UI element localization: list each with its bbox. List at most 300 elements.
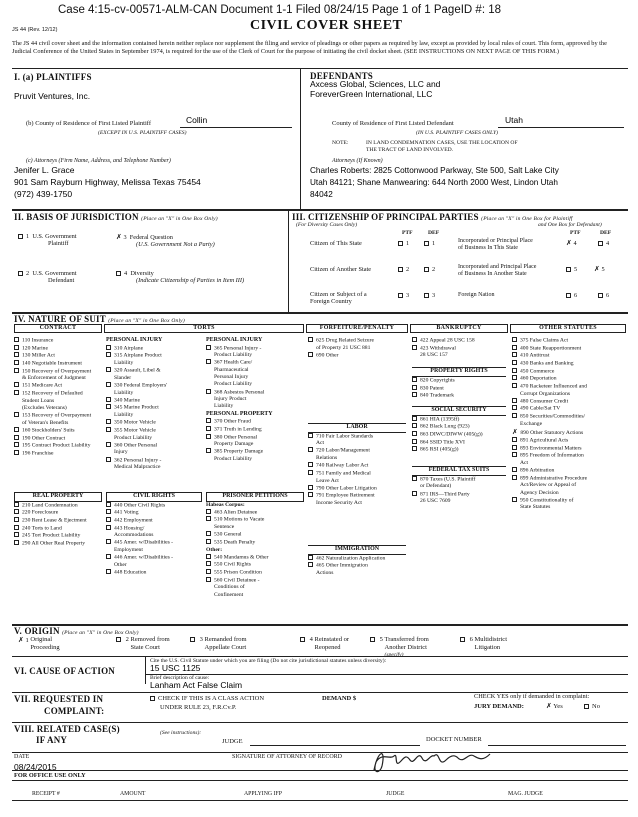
origin-num: 4: [308, 636, 315, 643]
suit-option-label: 370 Other Fraud: [214, 418, 251, 425]
jurisdiction-option-2[interactable]: 2 U.S. Government Defendant: [18, 270, 77, 284]
checkbox-icon: [206, 531, 211, 536]
suit-option[interactable]: [512, 467, 587, 475]
checkbox-icon: [14, 382, 19, 387]
checkbox-icon: [412, 385, 417, 390]
checkbox-icon: [14, 360, 19, 365]
suit-option[interactable]: [106, 367, 167, 375]
checkbox-icon: [106, 525, 111, 530]
suit-option-label: 355 Motor Vehicle: [114, 427, 156, 434]
suit-option[interactable]: [412, 392, 506, 400]
x-mark-icon: ✗: [512, 427, 521, 436]
suit-option-label: Personal Injury: [214, 374, 249, 381]
suit-option[interactable]: [106, 345, 167, 353]
origin-option-1[interactable]: [18, 636, 60, 652]
origin-num: 2: [124, 636, 131, 643]
checkbox-icon: [14, 540, 19, 545]
divider: [300, 68, 301, 209]
checkbox-icon: [206, 561, 211, 566]
x-mark-icon: ✗: [594, 265, 600, 273]
attorney-signature: [368, 744, 498, 776]
suit-option-label: 450 Commerce: [520, 368, 555, 375]
suit-option[interactable]: [206, 516, 304, 524]
statute-value: 15 USC 1125: [150, 663, 201, 673]
suit-option: [206, 502, 304, 509]
suit-option-label: Liability: [114, 412, 134, 419]
suit-option-label: 560 Civil Detainee -: [214, 577, 260, 584]
origin-option-3[interactable]: [190, 636, 247, 652]
checkbox-icon: [512, 368, 517, 373]
checkbox-icon: [106, 419, 111, 424]
suit-option-label: Corrupt Organizations: [520, 390, 571, 397]
suit-option[interactable]: [206, 509, 304, 517]
judge-label: JUDGE: [222, 738, 243, 745]
suit-option-continuation: [206, 441, 273, 448]
suit-option[interactable]: [14, 517, 102, 525]
suit-option[interactable]: [512, 375, 587, 383]
suit-option[interactable]: [106, 352, 167, 360]
divider: [488, 745, 626, 746]
note-text: IN LAND CONDEMNATION CASES, USE THE LOCATION OF: [366, 140, 518, 146]
ptf-checkbox[interactable]: 6: [566, 292, 577, 299]
checkbox-icon: [206, 569, 211, 574]
def-attorney-line: Charles Roberts: 2825 Cottonwood Parkway, Ste 500, Salt Lake City: [310, 166, 559, 175]
suit-option[interactable]: [106, 442, 167, 450]
checkbox-icon: [512, 375, 517, 380]
suit-option[interactable]: [206, 418, 273, 426]
suit-option-continuation: [512, 391, 587, 398]
checkbox-icon: [512, 497, 517, 502]
checkbox-icon: [14, 502, 19, 507]
suit-option-label: 540 Mandamus & Other: [214, 554, 269, 561]
torts-personal-injury-2: PERSONAL INJURY 365 Personal Injury - Product Liability 367 Health Care/ Pharmaceutical Personal Injury Product Liability 368 Asbestos Personal Injury Product Liability PERSONAL PROPERTY 370 Other Fraud 371 Truth in Lending 380 Other Personal Property Damage 385 Property Damage Product Liability: [206, 337, 273, 463]
suit-option-label: 362 Personal Injury -: [114, 457, 162, 464]
suit-option[interactable]: [14, 345, 91, 353]
suit-option[interactable]: [106, 419, 167, 427]
checkbox-icon: [308, 352, 313, 357]
suit-option-label: State Statutes: [520, 504, 551, 511]
suit-option[interactable]: [14, 442, 91, 450]
suit-option-continuation: [206, 352, 273, 359]
suit-option[interactable]: [308, 433, 406, 441]
origin-num: 1: [23, 637, 31, 644]
origin-label-line: Remanded from: [204, 636, 247, 643]
origin-option-5[interactable]: [370, 636, 429, 658]
suit-option-label: 130 Miller Act: [22, 352, 55, 359]
suit-option[interactable]: [14, 360, 91, 368]
checkbox-icon: [14, 345, 19, 350]
suit-option-continuation: [106, 412, 167, 419]
def-checkbox[interactable]: ✗ 5: [594, 265, 605, 273]
suit-option-label: Liability: [114, 389, 134, 396]
suit-option[interactable]: [308, 555, 406, 563]
origin-label: [30, 636, 59, 652]
origin-label: [475, 636, 508, 652]
suit-option[interactable]: [308, 562, 406, 570]
form-id: JS 44 (Rev. 12/12): [12, 27, 58, 33]
suit-option-label: 510 Motions to Vacate: [214, 516, 265, 523]
suit-option[interactable]: [206, 389, 273, 397]
checkbox-icon: [106, 382, 111, 387]
suit-option-label: 320 Assault, Libel &: [114, 367, 161, 374]
suit-option-label: 385 Property Damage: [214, 448, 264, 455]
citizenship-row-right: Incorporated or Principal Place of Business In This State: [458, 238, 533, 251]
suit-option-label: 896 Arbitration: [520, 467, 555, 474]
suit-option[interactable]: [106, 502, 202, 510]
jury-no-checkbox[interactable]: No: [584, 703, 600, 710]
checkbox-icon: [308, 470, 313, 475]
ptf-checkbox[interactable]: 2: [398, 266, 409, 273]
suit-option[interactable]: [106, 397, 167, 405]
checkbox-icon: [106, 502, 111, 507]
suit-option-label: 442 Employment: [114, 517, 153, 524]
suit-option[interactable]: [206, 569, 304, 577]
checkbox-icon: [116, 637, 121, 642]
checkbox-icon: [206, 509, 211, 514]
suit-option-label: 151 Medicare Act: [22, 382, 63, 389]
suit-option-label: 710 Fair Labor Standards: [316, 433, 374, 440]
citizenship-row-label: Citizen of Another State: [310, 266, 372, 273]
suit-option[interactable]: [412, 439, 506, 447]
suit-option-label: 140 Negotiable Instrument: [22, 360, 82, 367]
ptf-checkbox[interactable]: 5: [566, 266, 577, 273]
suit-option-label: 195 Contract Product Liability: [22, 442, 91, 449]
suit-option[interactable]: [14, 412, 91, 420]
origin-title: V. ORIGIN (Place an "X" in One Box Only): [14, 626, 139, 636]
suit-option[interactable]: [512, 497, 587, 505]
suit-option-continuation: [206, 381, 273, 388]
suit-option[interactable]: [412, 337, 506, 345]
signature-drawing: [368, 744, 498, 776]
suit-option[interactable]: [412, 345, 506, 353]
suit-option[interactable]: [14, 390, 91, 398]
suit-option-label: Conditions of: [214, 584, 245, 591]
suit-option[interactable]: [106, 404, 167, 412]
suit-option-label: 690 Other: [316, 352, 339, 359]
origin-label: [205, 636, 247, 652]
def-header: DEF: [428, 230, 440, 236]
suit-option-label: Injury: [114, 449, 128, 456]
jurisdiction-title: II. BASIS OF JURISDICTION (Place an "X" in One Box Only): [14, 212, 218, 222]
suit-option[interactable]: [106, 509, 202, 517]
suit-option[interactable]: [512, 452, 587, 460]
checkbox-icon: [512, 337, 517, 342]
instructions-note: (See instructions):: [160, 730, 202, 736]
related-cases-title: VIII. RELATED CASE(S): [14, 724, 120, 734]
suit-option[interactable]: [412, 491, 506, 499]
suit-option-continuation: [106, 435, 167, 442]
suit-option-label: 864 SSID Title XVI: [420, 439, 465, 446]
suit-option[interactable]: [106, 427, 167, 435]
suit-option[interactable]: [512, 437, 587, 445]
checkbox-icon: [512, 352, 517, 357]
suit-option[interactable]: [14, 435, 91, 443]
suit-option-label: 360 Other Personal: [114, 442, 158, 449]
suit-option[interactable]: [206, 345, 273, 353]
checkbox-icon: [106, 569, 111, 574]
suit-option[interactable]: [106, 569, 202, 577]
origin-label-line: Reopened: [314, 643, 341, 651]
suit-option-label: Liability: [114, 359, 134, 366]
suit-option-continuation: [106, 390, 167, 397]
checkbox-icon: [106, 397, 111, 402]
suit-option-continuation: [512, 421, 587, 428]
suit-option-continuation: [512, 460, 587, 467]
suit-option-label: 422 Appeal 28 USC 158: [420, 337, 475, 344]
suit-option[interactable]: [206, 434, 273, 442]
checkbox-icon: [370, 637, 375, 642]
def-checkbox[interactable]: 3: [424, 292, 435, 299]
checkbox-icon: [308, 447, 313, 452]
suit-option-continuation: [206, 396, 273, 403]
suit-option-label: 862 Black Lung (923): [420, 423, 470, 430]
suit-option[interactable]: [206, 531, 304, 539]
checkbox-icon: [412, 345, 417, 350]
origin-label-line: Litigation: [474, 643, 501, 651]
suit-option[interactable]: [14, 509, 102, 517]
suit-option[interactable]: [512, 405, 587, 413]
suit-option-label: 153 Recovery of Overpayment: [22, 412, 92, 419]
suit-option[interactable]: [206, 426, 273, 434]
suit-option-continuation: [308, 570, 406, 577]
suit-option[interactable]: [512, 337, 587, 345]
origin-label-line: Reinstated or: [314, 636, 349, 643]
suit-option-continuation: [206, 456, 273, 463]
suit-option[interactable]: [308, 447, 406, 455]
ptf-checkbox[interactable]: ✗ 4: [566, 239, 577, 247]
suit-option-label: 220 Foreclosure: [22, 509, 59, 516]
amount-label: AMOUNT: [120, 791, 146, 797]
suit-option-label: 330 Federal Employers': [114, 382, 168, 389]
other-statutes-list: [512, 337, 587, 512]
suit-option-label: 470 Racketeer Influenced and: [520, 383, 587, 390]
citizenship-note: and One Box for Defendant): [538, 222, 602, 228]
attorney-line: Jenifer L. Grace: [14, 165, 75, 175]
suit-option[interactable]: [308, 492, 406, 500]
suit-option-label: 28 USC 157: [420, 352, 448, 359]
suit-option-continuation: [206, 592, 304, 599]
suit-option[interactable]: [412, 385, 506, 393]
jurisdiction-option-3[interactable]: ✗ 3 Federal Question (U.S. Government Not a Party): [116, 233, 215, 249]
divider: [288, 209, 289, 312]
class-action-checkbox[interactable]: CHECK IF THIS IS A CLASS ACTION: [150, 695, 264, 702]
suit-option-label: 790 Other Labor Litigation: [316, 485, 377, 492]
suit-option[interactable]: [412, 377, 506, 385]
def-checkbox[interactable]: 1: [424, 240, 435, 247]
suit-option[interactable]: [106, 525, 202, 533]
checkbox-icon: [512, 413, 517, 418]
suit-option[interactable]: [308, 470, 406, 478]
jury-demand-label: JURY DEMAND:: [474, 703, 524, 710]
suit-option-label: 290 All Other Real Property: [22, 540, 86, 547]
checkbox-icon: [14, 525, 19, 530]
checkbox-icon: [308, 337, 313, 342]
suit-option-label: 152 Recovery of Defaulted: [22, 390, 83, 397]
suit-option-label: 190 Other Contract: [22, 435, 66, 442]
suit-option[interactable]: [512, 398, 587, 406]
real-property-list: REAL PROPERTY 210 Land Condemnation 220 Foreclosure 230 Rent Lease & Ejectment 240 Torts to Land 245 Tort Product Liability 290 All Other Real Property: [14, 492, 102, 548]
suit-option[interactable]: [412, 431, 506, 439]
checkbox-icon: [106, 517, 111, 522]
description-label: Brief description of cause:: [150, 675, 210, 681]
suit-option-continuation: [206, 524, 304, 531]
divider: [12, 209, 628, 211]
suit-option[interactable]: [106, 382, 167, 390]
def-checkbox[interactable]: 4: [598, 240, 609, 247]
prisoner-petitions-list: PRISONER PETITIONS Habeas Corpus: 463 Alien Detainee 510 Motions to Vacate Sentence 530 General 535 Death Penalty Other: 540 Mandamus & Other 550 Civil Rights 555 Prison Condition 560 Civil Detainee - Conditions of Confinement: [206, 492, 304, 599]
suit-option[interactable]: [106, 554, 202, 562]
suit-option-label: 899 Administrative Procedure: [520, 475, 588, 482]
divider: [145, 656, 146, 684]
suit-option-label: 625 Drug Related Seizure: [316, 337, 374, 344]
citizenship-row-label: Citizen of This State: [310, 240, 362, 247]
ptf-checkbox[interactable]: 3: [398, 292, 409, 299]
suit-option[interactable]: [512, 428, 587, 437]
suit-option[interactable]: [512, 445, 587, 453]
suit-option[interactable]: [512, 360, 587, 368]
suit-option[interactable]: [308, 485, 406, 493]
checkbox-icon: [512, 345, 517, 350]
checkbox-icon: [206, 554, 211, 559]
suit-option-continuation: [106, 547, 202, 554]
checkbox-icon: [206, 434, 211, 439]
suit-option[interactable]: [512, 352, 587, 360]
suit-option[interactable]: [14, 540, 102, 548]
contract-list: [14, 337, 91, 458]
suit-option[interactable]: [14, 525, 102, 533]
jury-yes-checkbox[interactable]: ✗ Yes: [546, 702, 563, 710]
suit-option[interactable]: [14, 352, 91, 360]
suit-option-label: Slander: [114, 374, 132, 381]
defendants-label: DEFENDANTS: [310, 71, 374, 81]
suit-option[interactable]: [106, 539, 202, 547]
checkbox-icon: [512, 452, 517, 457]
checkbox-icon: [106, 367, 111, 372]
suit-option-label: 895 Freedom of Information: [520, 452, 584, 459]
mag-judge-label: MAG. JUDGE: [508, 791, 543, 797]
suit-option-continuation: [106, 464, 167, 471]
origin-label-line: Transferred from: [384, 636, 429, 643]
origin-option-6[interactable]: [460, 636, 507, 652]
checkbox-icon: [512, 383, 517, 388]
suit-option[interactable]: [106, 457, 167, 465]
suit-option-label: 871 IRS—Third Party: [420, 491, 470, 498]
checkbox-icon: [14, 427, 19, 432]
suit-option-label: 893 Environmental Matters: [520, 445, 582, 452]
suit-option-label: Product Liability: [214, 456, 253, 463]
suit-option-label: Property Damage: [214, 441, 254, 448]
suit-option[interactable]: [308, 462, 406, 470]
suit-option-label: 443 Housing/: [114, 525, 145, 532]
suit-option[interactable]: [14, 450, 91, 458]
suit-option[interactable]: [206, 561, 304, 569]
def-checkbox[interactable]: 2: [424, 266, 435, 273]
suit-option-continuation: [308, 345, 374, 352]
suit-option-label: 555 Prison Condition: [214, 569, 262, 576]
jurisdiction-option-4[interactable]: 4 Diversity (Indicate Citizenship of Parties in Item III): [116, 270, 244, 284]
suit-option-label: 310 Airplane: [114, 345, 144, 352]
suit-option[interactable]: [14, 502, 102, 510]
checkbox-icon: [512, 360, 517, 365]
suit-option-label: Injury Product: [214, 396, 247, 403]
suit-option[interactable]: [512, 345, 587, 353]
checkbox-icon: [206, 539, 211, 544]
suit-option[interactable]: [206, 359, 273, 367]
bankruptcy-header: BANKRUPTCY: [410, 324, 508, 333]
divider: [12, 722, 628, 723]
suit-option-label: 448 Education: [114, 569, 147, 576]
checkbox-icon: [460, 637, 465, 642]
checkbox-icon: [412, 337, 417, 342]
suit-option[interactable]: [412, 423, 506, 431]
checkbox-icon: [206, 516, 211, 521]
suit-option-label: 463 Alien Detainee: [214, 509, 258, 516]
suit-option[interactable]: [308, 337, 374, 345]
checkbox-icon: [512, 405, 517, 410]
checkbox-icon: [308, 492, 313, 497]
suit-option[interactable]: [512, 413, 587, 421]
checkbox-icon: [14, 442, 19, 447]
def-attorney-line: 84042: [310, 190, 333, 199]
torts-header: TORTS: [104, 324, 304, 333]
jurisdiction-option-1[interactable]: 1 U.S. Government Plaintiff: [18, 233, 77, 247]
docket-label: DOCKET NUMBER: [426, 736, 482, 743]
suit-option[interactable]: [206, 539, 304, 547]
origin-label: [315, 636, 349, 652]
suit-option[interactable]: [106, 517, 202, 525]
ptf-checkbox[interactable]: 1: [398, 240, 409, 247]
suit-option-label: 535 Death Penalty: [214, 539, 256, 546]
intro-text: The JS 44 civil cover sheet and the information contained herein neither replace nor supplement the filing and service of pleadings or other papers as required by law, except as provided by local rules of court. This form, approved by the Judicial Conference of the United States in September 1974, is required for the use of the Clerk of Court for the purpose of initiating the civil docket sheet. (SEE INSTRUCTIONS ON NEXT PAGE OF THIS FORM.): [12, 40, 607, 55]
suit-option[interactable]: [206, 554, 304, 562]
suit-option-label: of Veteran's Benefits: [22, 419, 69, 426]
suit-option-continuation: [106, 375, 167, 382]
suit-option[interactable]: [412, 416, 506, 424]
checkbox-icon: [412, 476, 417, 481]
suit-option[interactable]: [14, 337, 91, 345]
checkbox-icon: [106, 442, 111, 447]
origin-option-2[interactable]: [116, 636, 170, 652]
x-mark-icon: ✗: [566, 239, 572, 247]
ptf-header: PTF: [402, 230, 413, 236]
suit-option[interactable]: [412, 446, 506, 454]
suit-option[interactable]: [308, 352, 374, 360]
checkbox-icon: [206, 389, 211, 394]
suit-option-label: Accommodations: [114, 532, 154, 539]
origin-label-line: Multidistrict: [474, 636, 507, 643]
checkbox-icon: [14, 517, 19, 522]
suit-option[interactable]: [14, 427, 91, 435]
suit-option[interactable]: [512, 383, 587, 391]
suit-option-label: Sentence: [214, 524, 235, 531]
suit-option[interactable]: [14, 382, 91, 390]
suit-option-label: (Excludes Veterans): [22, 404, 67, 411]
def-attorneys-label: Attorneys (If Known): [332, 158, 383, 164]
def-checkbox[interactable]: 6: [598, 292, 609, 299]
suit-option-continuation: [14, 405, 91, 412]
suit-option-label: 462 Naturalization Application: [316, 555, 386, 562]
requested-title: VII. REQUESTED IN: [14, 694, 104, 704]
checkbox-icon: [106, 352, 111, 357]
suit-option[interactable]: [512, 368, 587, 376]
origin-option-4[interactable]: [300, 636, 349, 652]
suit-option-label: Relations: [316, 455, 338, 462]
citizenship-row-right: Incorporated and Principal Place of Business In Another State: [458, 264, 537, 277]
checkbox-icon: [412, 491, 417, 496]
suit-option[interactable]: [14, 532, 102, 540]
suit-option[interactable]: [206, 448, 273, 456]
immigration-list: IMMIGRATION 462 Naturalization Application 465 Other Immigration Actions: [308, 545, 406, 577]
